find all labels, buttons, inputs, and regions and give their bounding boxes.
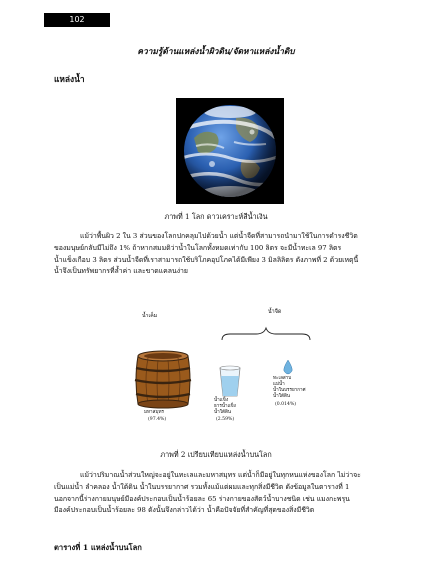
paragraph-1-line: น้ำจึงเป็นทรัพยากรที่ล้ำค่า และขาดแคลนง่าย xyxy=(54,267,188,276)
earth-globe-icon xyxy=(176,98,284,204)
water-drop-icon xyxy=(284,360,292,374)
drop-label: น้ำในบรรยากาศ xyxy=(273,388,306,393)
paragraph-2 xyxy=(54,470,390,517)
paragraph-2-line: นอกจากนี้ร่างกายมนุษย์มีองค์ประกอบเป็นน้ำร้อยละ 65 ร่างกายของสัตว์น้ำบางชนิด เช่น แมงกะพรุน xyxy=(54,494,350,503)
barrel-label: มหาสมุทร xyxy=(144,410,164,415)
barrel-percentage: (97.4%) xyxy=(148,417,167,422)
fresh-water-label: น้ำจืด xyxy=(268,309,282,315)
figure1-caption: ภาพที่ 1 โลก ดาวเคราะห์สีน้ำเงิน xyxy=(164,212,268,221)
figure2-caption: ภาพที่ 2 เปรียบเทียบแหล่งน้ำบนโลก xyxy=(160,450,272,459)
page-title: ความรู้ด้านแหล่งน้ำผิวดิน/จัดหาแหล่งน้ำดิบ xyxy=(137,46,295,56)
section-heading: แหล่งน้ำ xyxy=(54,74,85,84)
glass-icon xyxy=(220,366,240,396)
drop-label: น้ำใต้ดิน xyxy=(273,394,291,399)
fresh-water-brace xyxy=(222,328,310,340)
barrel-icon xyxy=(135,351,191,408)
paragraph-2-line: มีองค์ประกอบเป็นน้ำร้อยละ 98 ดังนั้นจึงกล่าวได้ว่า น้ำคือปัจจัยที่สำคัญที่สุดของสิ่งมีชีวิต xyxy=(54,506,315,515)
salt-water-label: น้ำเค็ม xyxy=(142,313,158,319)
paragraph-2-line: เป็นแม่น้ำ ลำคลอง น้ำใต้ดิน น้ำในบรรยากาศ รวมทั้งแม้แต่ผมและทุกสิ่งมีชีวิต ดังข้อมูลในตารางที่ 1 xyxy=(54,482,350,491)
earth-globe-image xyxy=(176,98,284,204)
paragraph-1-line: แม้ว่าพื้นผิว 2 ใน 3 ส่วนของโลกปกคลุมไปด้วยน้ำ แต่น้ำจืดที่สามารถนำมาใช้ในการดำรงชีวิต xyxy=(80,232,358,240)
paragraph-1-line: น้ำแข็งเกือบ 3 ลิตร ส่วนน้ำจืดที่เราสามารถใช้บริโภคอุปโภคได้มีเพียง 3 มิลลิลิตร ดังภาพที่ 2 ด้วยเหตุนี้ xyxy=(54,255,359,264)
paragraph-1-line: ของมนุษย์กลับมีไม่ถึง 1% ถ้าหากสมมติว่าน้ำในโลกทั้งหมดเท่ากับ 100 ลิตร จะมีน้ำทะเล 97 ลิตร xyxy=(54,243,342,252)
glass-label: น้ำแข็ง xyxy=(214,398,229,403)
paragraph-2-line: แม้ว่าปริมาณน้ำส่วนใหญ่จะอยู่ในทะเลและมหาสมุทร แต่น้ำก็มีอยู่ในทุกหนแห่งของโลก ไม่ว่าจะ xyxy=(80,471,361,479)
glass-percentage: (2.59%) xyxy=(216,417,235,422)
water-comparison-figure xyxy=(130,309,320,436)
drop-label: ทะเลสาบ xyxy=(273,376,292,381)
page-number: 102 xyxy=(44,13,110,27)
drop-label: แม่น้ำ xyxy=(273,382,285,387)
drop-percentage: (0.014%) xyxy=(275,402,297,407)
paragraph-1 xyxy=(54,231,390,278)
glass-label: ธารน้ำแข็ง xyxy=(214,404,236,409)
table-heading: ตารางที่ 1 แหล่งน้ำบนโลก xyxy=(54,543,142,552)
glass-label: น้ำใต้ดิน xyxy=(214,410,232,415)
